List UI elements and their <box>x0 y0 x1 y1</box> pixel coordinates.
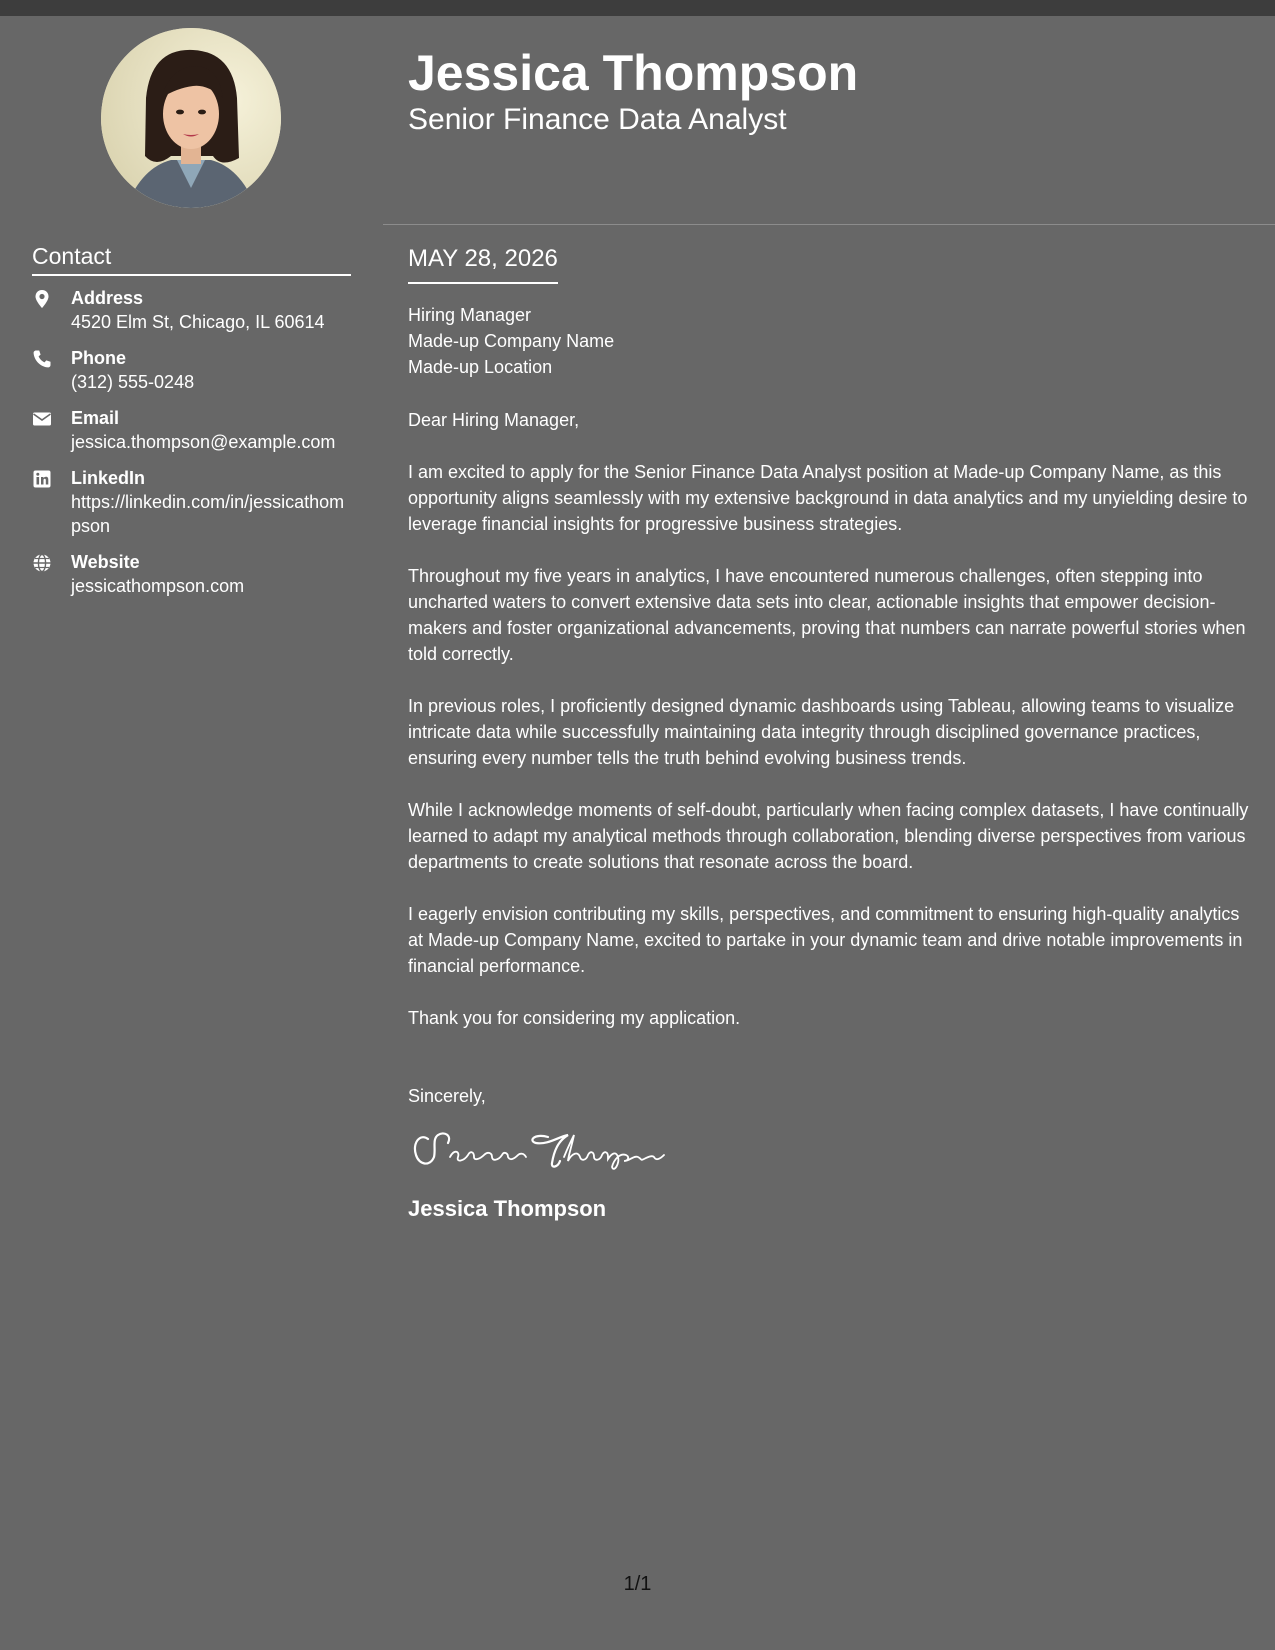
contact-label-linkedin: LinkedIn <box>71 468 146 488</box>
avatar <box>101 28 281 208</box>
recipient-line: Made-up Company Name <box>408 331 615 351</box>
contact-item-email <box>32 406 362 454</box>
contact-item-address <box>32 286 362 334</box>
envelope-icon <box>32 409 52 429</box>
letter-body <box>408 242 1253 1223</box>
contact-value-phone: (312) 555-0248 <box>71 372 195 392</box>
closing: Sincerely, <box>408 1086 486 1106</box>
recipient-line: Hiring Manager <box>408 305 532 325</box>
header-job-title: Senior Finance Data Analyst <box>408 103 787 136</box>
contact-label-website: Website <box>71 552 140 572</box>
contact-label-email: Email <box>71 408 120 428</box>
recipient-line: Made-up Location <box>408 357 553 377</box>
page-number: 1/1 <box>623 1573 652 1595</box>
contact-label-address: Address <box>71 288 144 308</box>
letter-paragraph: Throughout my five years in analytics, I have encountered numerous challenges, often stepping into uncharted waters to convert extensive data sets into clear, actionable insights that empower decision-makers and foster organizational advancements, proving that numbers can narrate powerful stories when told correctly. <box>408 566 1246 664</box>
header-name: Jessica Thompson <box>408 45 859 101</box>
globe-icon <box>32 553 52 573</box>
recipient-block <box>408 302 1253 380</box>
linkedin-icon <box>32 469 52 489</box>
contact-item-linkedin <box>32 466 362 538</box>
phone-icon <box>32 349 52 369</box>
letter-date: MAY 28, 2026 <box>408 242 558 284</box>
letter-paragraph: I eagerly envision contributing my skills, perspectives, and commitment to ensuring high-quality analytics at Made-up Company Name, excited to partake in your dynamic team and drive notable improvements in financial performance. <box>408 904 1243 976</box>
salutation: Dear Hiring Manager, <box>408 410 580 430</box>
signed-name: Jessica Thompson <box>408 1196 607 1221</box>
contact-value-website[interactable]: jessicathompson.com <box>71 576 245 596</box>
letter-paragraph: In previous roles, I proficiently designed dynamic dashboards using Tableau, allowing teams to visualize intricate data while successfully maintaining data integrity through disciplined governance practices, ensuring every number tells the truth behind evolving business trends. <box>408 696 1235 768</box>
contact-list <box>32 286 362 610</box>
contact-heading: Contact <box>32 242 351 276</box>
portrait-image <box>101 28 281 208</box>
contact-value-address: 4520 Elm St, Chicago, IL 60614 <box>71 312 325 332</box>
top-bar <box>0 0 1275 16</box>
contact-item-website <box>32 550 362 598</box>
map-pin-icon <box>32 289 52 309</box>
letter-paragraph: Thank you for considering my application. <box>408 1008 741 1028</box>
contact-label-phone: Phone <box>71 348 127 368</box>
header-divider <box>383 224 1275 225</box>
signature-image <box>408 1127 678 1177</box>
contact-value-email[interactable]: jessica.thompson@example.com <box>71 432 336 452</box>
letter-paragraph: While I acknowledge moments of self-doubt, particularly when facing complex datasets, I have continually learned to adapt my analytical methods through collaboration, blending diverse perspectives from various departments to create solutions that resonate across the board. <box>408 800 1249 872</box>
contact-item-phone <box>32 346 362 394</box>
contact-value-linkedin[interactable]: https://linkedin.com/in/jessicathompson <box>71 492 345 536</box>
sidebar <box>0 16 383 1650</box>
letter-paragraph: I am excited to apply for the Senior Finance Data Analyst position at Made-up Company Name, as this opportunity aligns seamlessly with my extensive background in data analytics and my unyielding desire to leverage financial insights for progressive business strategies. <box>408 462 1248 534</box>
